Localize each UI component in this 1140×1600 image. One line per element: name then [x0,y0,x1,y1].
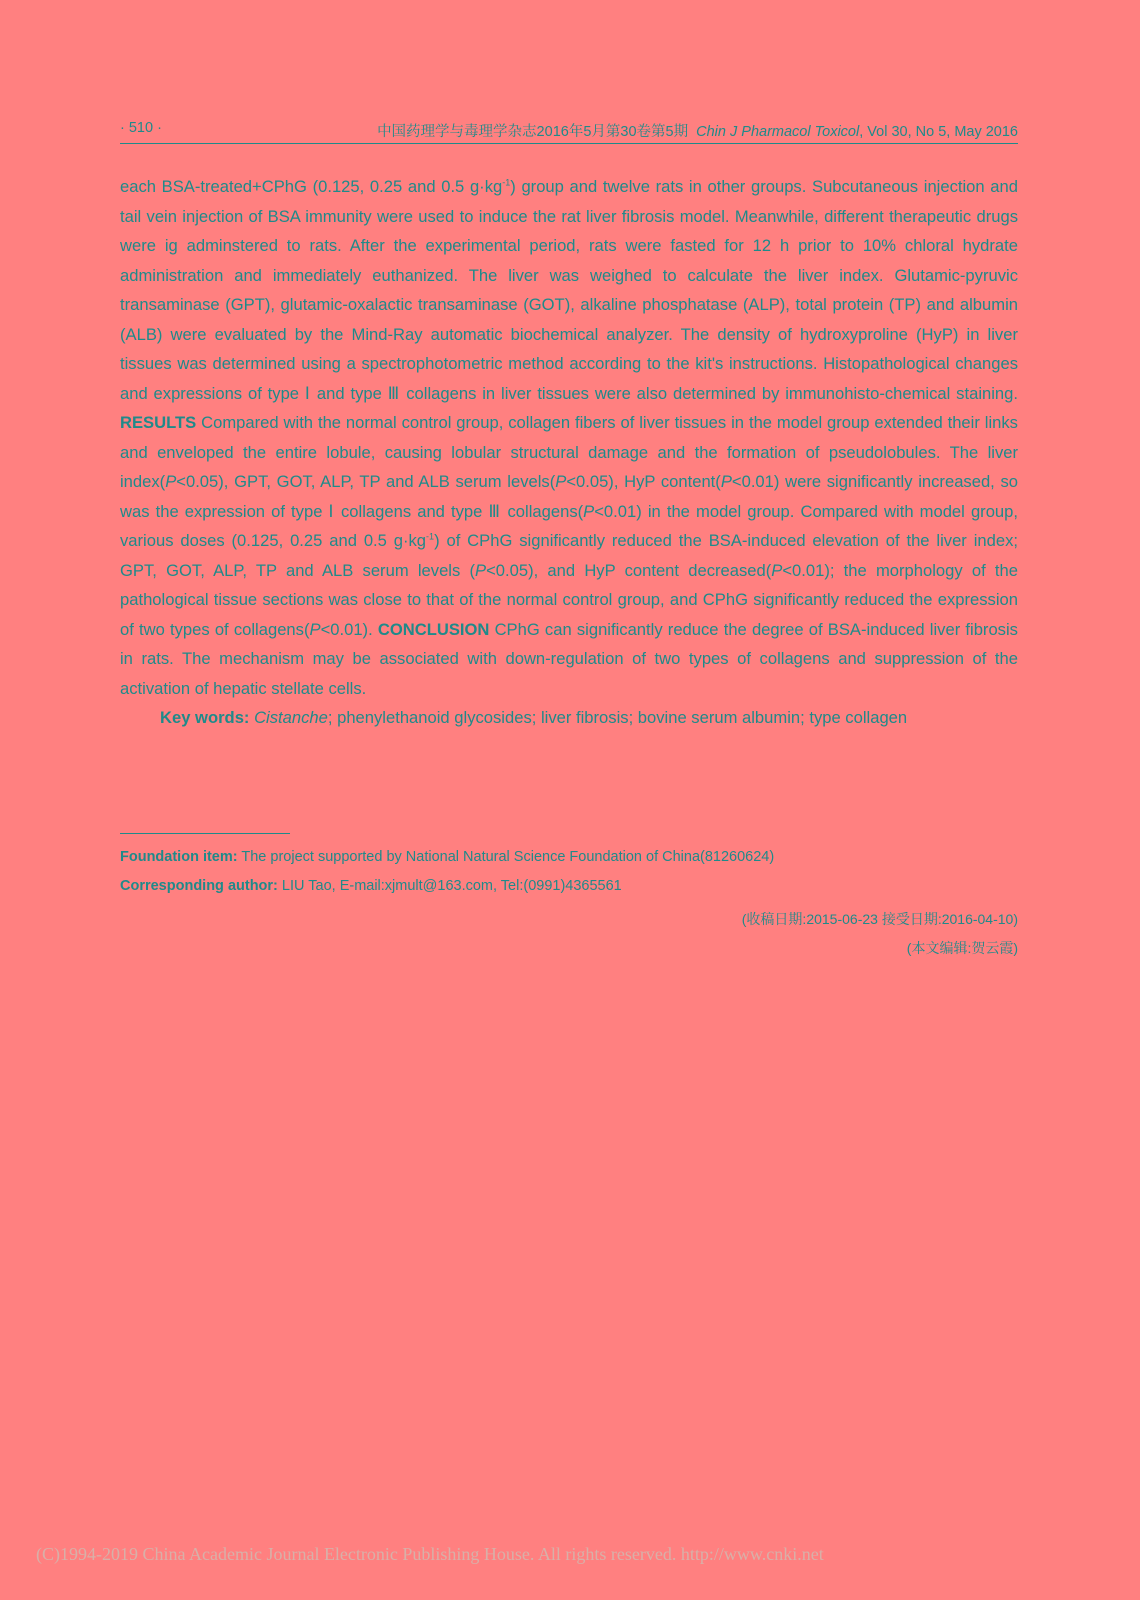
journal-citation [377,120,1018,141]
abstract-text: each BSA-treated+CPhG (0.125, 0.25 and 0.5 g·kg [120,177,503,196]
foundation-label: Foundation item: [120,849,238,865]
abstract-text: <0.01) in the model group. Compared with model group, various doses (0.125, 0.25 and 0.5 g·kg [120,501,1018,550]
abstract-text: CPhG can significantly reduce the degree of BSA-induced liver fibrosis in rats. The mechanism may be associated with down-regulation of two types of collagens and suppression of the activation of hepatic stellate cells. [120,619,1018,698]
abstract-text: <0.05), GPT, GOT, ALP, TP and ALB serum levels( [176,472,556,491]
abstract-text: ) group and twelve rats in other groups. Subcutaneous injection and tail vein injection of BSA immunity were used to induce the rat liver fibrosis model. Meanwhile, different therapeutic drugs were ig adminstered to rats. After the experimental period, rats were fasted for 12 h prior to 10% chloral hydrate administration and immediately euthanized. The liver was weighed to calculate the liver index. Glutamic-pyruvic transaminase (GPT), glutamic-oxalactic transaminase (GOT), alkaline phosphatase (ALP), total protein (TP) and albumin (ALB) were evaluated by the Mind-Ray automatic biochemical analyzer. The density of hydroxyproline (HyP) in liver tissues was determined using a spectrophotometric method according to the kit's instructions. Histopathological changes and expressions of type Ⅰ and type Ⅲ collagens in liver tissues were also determined by immunohisto-chemical staining. [120,177,1018,403]
running-header [120,117,1018,144]
copyright-watermark: (C)1994-2019 China Academic Journal Electronic Publishing House. All rights reserved. http://www.cnki.net [36,1544,824,1564]
editor-note: (本文编辑:贺云霞) [906,940,1018,956]
page-number: · 510 · [120,120,162,136]
p-symbol: P [583,501,595,521]
results-label: RESULTS [120,413,197,432]
journal-name-en: Chin J Pharmacol Toxicol [696,124,860,140]
superscript: -1 [426,531,435,542]
conclusion-label: CONCLUSION [377,619,490,639]
foundation-footnote [120,847,1018,867]
p-symbol: P [165,472,177,491]
abstract-text: <0.01). [320,619,373,639]
superscript: -1 [502,177,511,188]
corresponding-author-text: LIU Tao, E-mail:xjmult@163.com, Tel:(0991)4365561 [281,878,622,894]
corresponding-author-label: Corresponding author: [120,878,278,894]
keywords-paragraph [120,703,1018,733]
keywords-label: Key words: [160,708,250,727]
keywords-list: ; phenylethanoid glycosides; liver fibrosis; bovine serum albumin; type collagen [327,708,908,727]
received-accepted-dates: (收稿日期:2015-06-23 接受日期:2016-04-10) [741,911,1018,927]
abstract-text: <0.01); the morphology of the pathological tissue sections was close to that of the normal control group, and CPhG significantly reduced the expression of two types of collagens( [120,560,1018,639]
abstract-text: <0.05), and HyP content decreased( [486,560,772,580]
article-dates [742,905,1018,963]
journal-volume: , Vol 30, No 5, May 2016 [859,124,1018,140]
keyword-cistanche: Cistanche [254,708,328,727]
footnote-rule [120,833,290,834]
p-symbol: P [475,560,487,580]
author-footnote [120,876,1018,896]
p-symbol: P [555,472,567,491]
abstract-body [120,172,1018,733]
abstract-text: Compared with the normal control group, collagen fibers of liver tissues in the model group extended their links and enveloped the entire lobule, causing lobular structural damage and the formation of pseudolobules. The liver index( [120,413,1018,491]
journal-name-cn: 中国药理学与毒理学杂志2016年5月第30卷第5期 [377,124,689,140]
abstract-text: <0.01) were significantly increased, so was the expression of type Ⅰ collagens and type Ⅲ collagens( [120,472,1018,521]
abstract-text: ) of CPhG significantly reduced the BSA-induced elevation of the liver index; GPT, GOT, ALP, TP and ALB serum levels ( [120,531,1018,580]
abstract-paragraph [120,172,1018,703]
foundation-text: The project supported by National Natural Science Foundation of China(81260624) [241,849,775,865]
abstract-text: <0.05), HyP content( [566,472,721,491]
p-symbol: P [309,619,321,639]
p-symbol: P [771,560,783,580]
p-symbol: P [720,472,732,491]
